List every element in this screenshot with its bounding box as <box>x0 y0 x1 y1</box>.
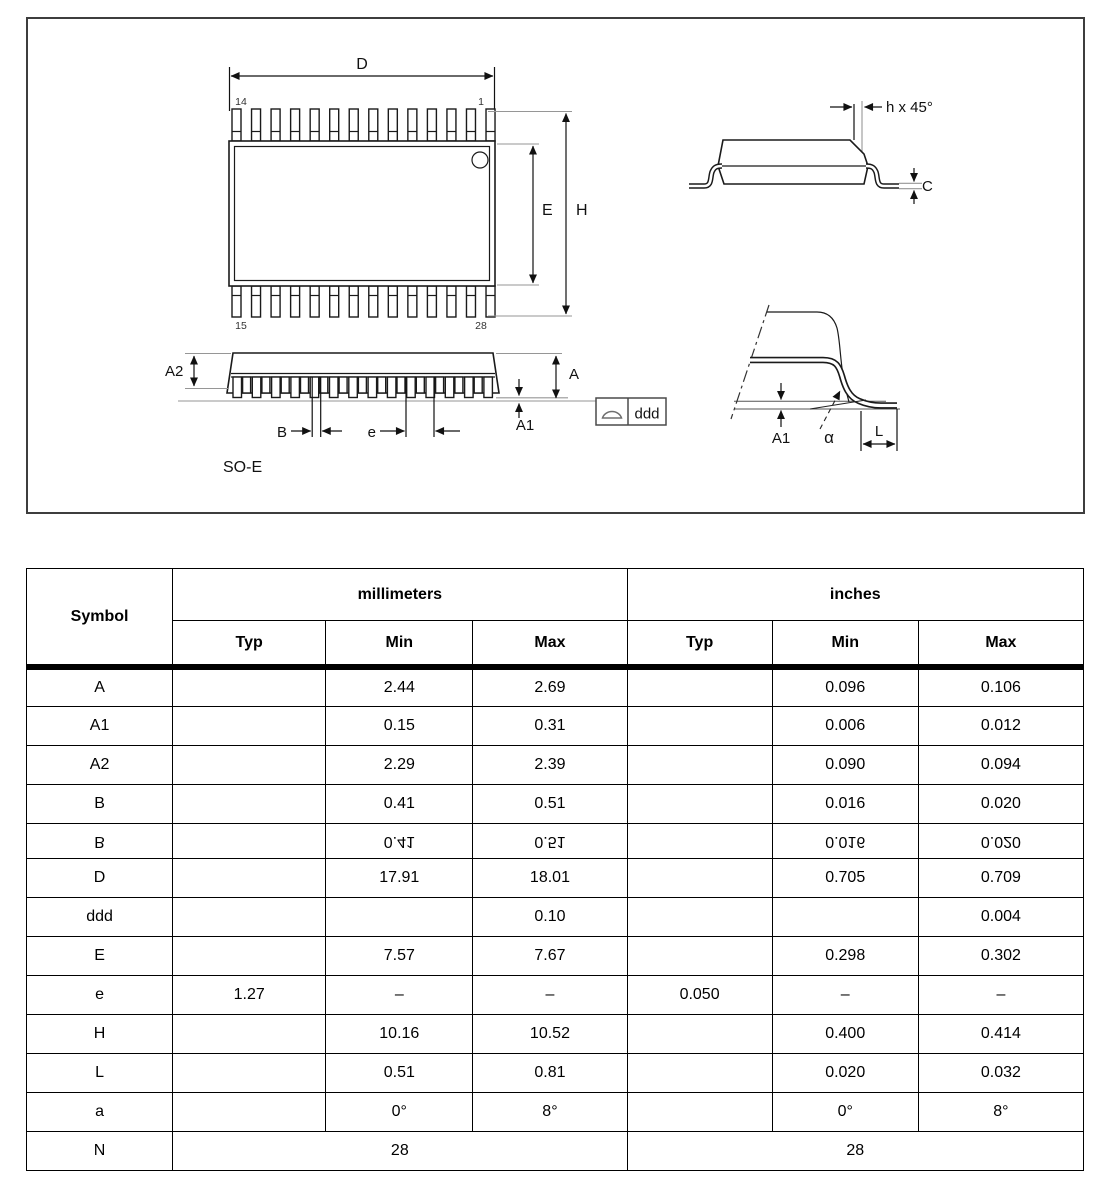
table-cell <box>627 1014 772 1053</box>
front-view <box>165 353 666 476</box>
side-body <box>718 140 868 184</box>
table-row <box>27 784 1084 823</box>
header-in-max: Max <box>918 621 1083 668</box>
table-cell: A2 <box>27 745 173 784</box>
table-cell: ddd <box>27 897 173 936</box>
package-name: SO-E <box>223 459 263 476</box>
table-cell: 0° <box>772 1092 918 1131</box>
table-cell: 0.106 <box>918 667 1083 706</box>
table-cell <box>173 897 326 936</box>
table-cell: 0.400 <box>772 1014 918 1053</box>
table-row <box>27 823 1084 858</box>
side-view <box>689 99 933 204</box>
table-cell: 0.414 <box>918 1014 1083 1053</box>
dim-label-a: A <box>569 366 580 383</box>
table-cell <box>173 936 326 975</box>
table-cell: 0.032 <box>918 1053 1083 1092</box>
table-row <box>27 897 1084 936</box>
lead-detail-view <box>731 305 900 451</box>
table-cell: 0.020 <box>918 823 1083 858</box>
dim-label-l: L <box>874 423 884 440</box>
table-cell: – <box>918 975 1083 1014</box>
table-cell: 2.69 <box>473 667 627 706</box>
table-cell <box>627 936 772 975</box>
table-cell: L <box>27 1053 173 1092</box>
pin-label-1: 1 <box>478 96 484 108</box>
table-cell <box>173 706 326 745</box>
table-cell: 0.705 <box>772 858 918 897</box>
table-cell: – <box>772 975 918 1014</box>
header-mm-typ: Typ <box>173 621 326 668</box>
dim-label-a2: A2 <box>165 363 184 380</box>
pin-label-28: 28 <box>475 320 487 332</box>
table-cell: 28 <box>627 1131 1083 1170</box>
table-cell: – <box>326 975 473 1014</box>
table-cell <box>326 897 473 936</box>
table-cell: 0° <box>326 1092 473 1131</box>
dim-label-e-body: E <box>542 202 553 219</box>
dim-label-a1-front: A1 <box>515 417 535 434</box>
table-cell <box>173 1092 326 1131</box>
table-cell: B <box>27 823 173 858</box>
table-cell: E <box>27 936 173 975</box>
package-body-outline <box>229 141 495 286</box>
table-row <box>27 1014 1084 1053</box>
table-cell: 7.57 <box>326 936 473 975</box>
table-cell <box>627 897 772 936</box>
table-cell: 18.01 <box>473 858 627 897</box>
table-cell: 10.52 <box>473 1014 627 1053</box>
table-row <box>27 1092 1084 1131</box>
table-cell: 0.81 <box>473 1053 627 1092</box>
table-cell: 0.094 <box>918 745 1083 784</box>
table-cell: H <box>27 1014 173 1053</box>
table-cell: 2.44 <box>326 667 473 706</box>
header-in-typ: Typ <box>627 621 772 668</box>
dimension-table <box>26 568 1084 1171</box>
table-cell: 0.10 <box>473 897 627 936</box>
top-view <box>229 56 588 332</box>
table-cell <box>173 1014 326 1053</box>
table-cell <box>627 784 772 823</box>
table-cell: 0.006 <box>772 706 918 745</box>
table-cell: 2.29 <box>326 745 473 784</box>
pin-label-14: 14 <box>235 96 247 108</box>
table-row <box>27 745 1084 784</box>
header-group-inches: inches <box>627 569 1083 621</box>
table-cell <box>627 667 772 706</box>
table-cell: A1 <box>27 706 173 745</box>
table-cell <box>173 784 326 823</box>
bottom-pins <box>232 286 495 317</box>
table-cell: 8° <box>918 1092 1083 1131</box>
dim-label-e-pitch: e <box>367 424 376 441</box>
header-group-millimeters: millimeters <box>173 569 627 621</box>
top-pins <box>232 109 495 141</box>
table-row <box>27 1131 1084 1170</box>
table-row <box>27 667 1084 706</box>
table-cell <box>627 1053 772 1092</box>
table-cell <box>627 745 772 784</box>
table-cell <box>627 858 772 897</box>
table-cell: 0.016 <box>772 823 918 858</box>
table-cell <box>173 745 326 784</box>
table-cell: 0.090 <box>772 745 918 784</box>
table-cell: 0.51 <box>473 823 627 858</box>
table-cell: 0.096 <box>772 667 918 706</box>
table-cell: 8° <box>473 1092 627 1131</box>
table-row <box>27 1053 1084 1092</box>
dim-label-d: D <box>356 56 368 73</box>
table-cell: 0.15 <box>326 706 473 745</box>
table-cell: 1.27 <box>173 975 326 1014</box>
table-cell <box>173 1053 326 1092</box>
table-cell: A <box>27 667 173 706</box>
table-cell: 7.67 <box>473 936 627 975</box>
table-cell <box>173 823 326 858</box>
dim-label-b: B <box>276 424 287 441</box>
table-cell: B <box>27 784 173 823</box>
table-cell: 2.39 <box>473 745 627 784</box>
table-cell: 0.51 <box>473 784 627 823</box>
flatness-frame <box>596 398 666 425</box>
table-row <box>27 706 1084 745</box>
angle-label-alpha: α <box>824 428 834 447</box>
package-drawing-svg <box>28 19 1079 508</box>
table-cell: D <box>27 858 173 897</box>
table-cell: 0.298 <box>772 936 918 975</box>
table-cell: N <box>27 1131 173 1170</box>
table-cell: 0.020 <box>918 784 1083 823</box>
dim-label-h: H <box>576 202 588 219</box>
table-row <box>27 936 1084 975</box>
table-cell <box>173 858 326 897</box>
table-cell <box>772 897 918 936</box>
header-in-min: Min <box>772 621 918 668</box>
table-cell: 0.302 <box>918 936 1083 975</box>
dim-label-c: C <box>922 178 933 195</box>
table-cell: – <box>473 975 627 1014</box>
table-cell: 0.016 <box>772 784 918 823</box>
table-cell <box>173 667 326 706</box>
table-cell: 0.004 <box>918 897 1083 936</box>
package-drawing <box>26 17 1085 514</box>
table-cell: a <box>27 1092 173 1131</box>
table-cell: 0.31 <box>473 706 627 745</box>
table-cell: 0.050 <box>627 975 772 1014</box>
table-cell <box>627 823 772 858</box>
table-cell: 0.709 <box>918 858 1083 897</box>
table-cell: 10.16 <box>326 1014 473 1053</box>
header-mm-min: Min <box>326 621 473 668</box>
chamfer-label: h x 45° <box>886 99 933 116</box>
dim-label-a1-detail: A1 <box>771 430 791 447</box>
table-row <box>27 975 1084 1014</box>
table-cell: 0.012 <box>918 706 1083 745</box>
table-cell: e <box>27 975 173 1014</box>
dimension-table-body <box>27 667 1084 1170</box>
table-cell: 0.020 <box>772 1053 918 1092</box>
table-cell: 28 <box>173 1131 627 1170</box>
table-cell: 0.41 <box>326 823 473 858</box>
table-cell: 17.91 <box>326 858 473 897</box>
table-cell: 0.41 <box>326 784 473 823</box>
flatness-label: ddd <box>634 405 660 423</box>
table-row <box>27 858 1084 897</box>
header-symbol: Symbol <box>27 569 173 668</box>
table-cell: 0.51 <box>326 1053 473 1092</box>
pin-label-15: 15 <box>235 320 247 332</box>
table-cell <box>627 1092 772 1131</box>
header-mm-max: Max <box>473 621 627 668</box>
table-cell <box>627 706 772 745</box>
